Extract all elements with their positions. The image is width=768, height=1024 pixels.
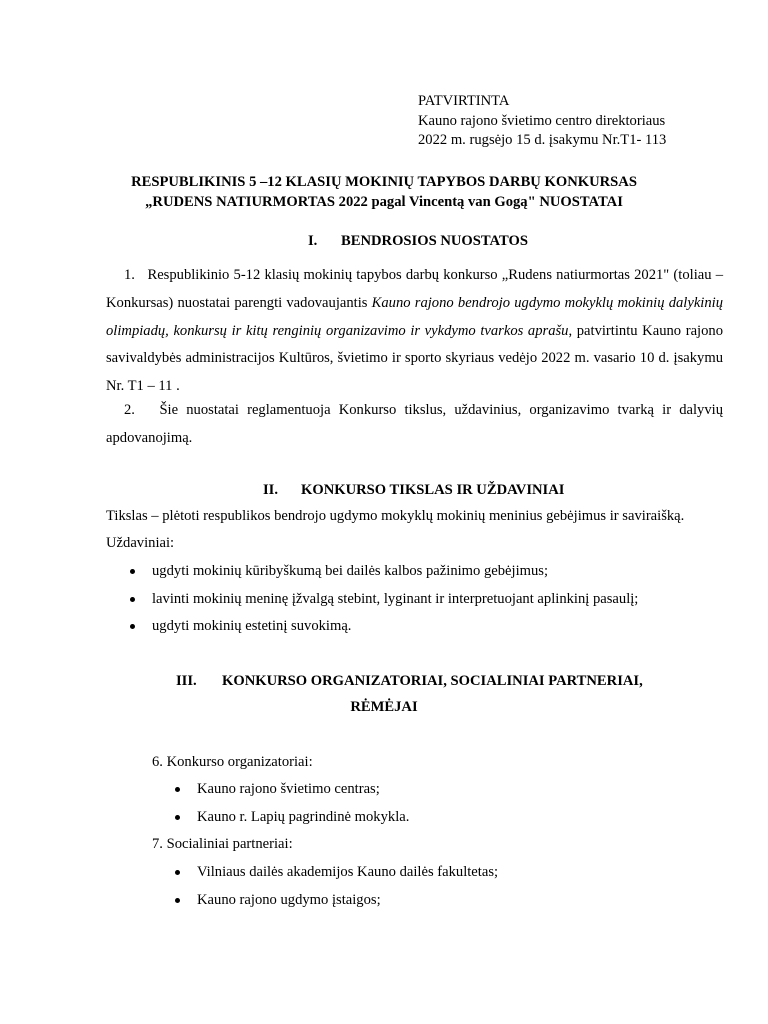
bullet-icon bbox=[175, 870, 180, 875]
task-text: lavinti mokinių meninę įžvalgą stebint, lyginant ir interpretuojant aplinkinį pasaulį; bbox=[152, 591, 639, 607]
item-1-text-italic: Kauno rajono bendrojo ugdymo mokyklų mokinių dalykinių olimpiadų, konkursų ir kitų renginių organizavimo ir vykdymo tvarkos aprašu bbox=[106, 294, 723, 339]
task-text: ugdyti mokinių kūribyškumą bei dailės kalbos pažinimo gebėjimus; bbox=[152, 563, 549, 579]
section-1-item-1 bbox=[106, 262, 723, 401]
section-2-number: II. bbox=[263, 482, 279, 498]
item-2-text: Šie nuostatai reglamentuoja Konkurso tikslus, uždavinius, organizavimo tvarką ir dalyvių apdovanojimą. bbox=[106, 402, 723, 446]
section-1-number: I. bbox=[308, 233, 318, 249]
item-1-number: 1. bbox=[124, 267, 135, 283]
bullet-icon bbox=[175, 787, 180, 792]
approval-block bbox=[418, 92, 666, 151]
section-3-title-line-1: KONKURSO ORGANIZATORIAI, SOCIALINIAI PARTNERIAI, bbox=[222, 673, 643, 689]
section-1-title: BENDROSIOS NUOSTATOS bbox=[341, 233, 528, 249]
approval-line-2: Kauno rajono švietimo centro direktoriaus bbox=[418, 112, 666, 129]
section-3-number: III. bbox=[176, 673, 197, 689]
task-text: ugdyti mokinių estetinį suvokimą. bbox=[152, 618, 352, 634]
partner-text: Vilniaus dailės akademijos Kauno dailės fakultetas; bbox=[197, 864, 499, 880]
approval-line-3: 2022 m. rugsėjo 15 d. įsakymu Nr.T1- 113 bbox=[418, 132, 667, 148]
approval-line-1: PATVIRTINTA bbox=[418, 93, 510, 109]
tasks-label: Uždaviniai: bbox=[106, 535, 175, 551]
bullet-icon bbox=[130, 597, 135, 602]
organizer-text: Kauno r. Lapių pagrindinė mokykla. bbox=[197, 809, 410, 825]
section-1-item-2 bbox=[106, 397, 723, 453]
bullet-icon bbox=[175, 898, 180, 903]
bullet-icon bbox=[175, 815, 180, 820]
organizers-label: 6. Konkurso organizatoriai: bbox=[152, 754, 313, 770]
title-line-1: RESPUBLIKINIS 5 –12 KLASIŲ MOKINIŲ TAPYBOS DARBŲ KONKURSAS bbox=[131, 174, 637, 190]
item-1-text-a: Respublikinio 5-12 klasių mokinių tapybos darbų konkurso „Rudens natiurmortas 2021" (toliau – Konkursas) nuostatai parengti vadovaujantis bbox=[106, 267, 723, 311]
partner-text: Kauno rajono ugdymo įstaigos; bbox=[197, 892, 381, 908]
title-line-2: „RUDENS NATIURMORTAS 2022 pagal Vincentą van Gogą" NUOSTATAI bbox=[145, 193, 623, 210]
bullet-icon bbox=[130, 569, 135, 574]
goal-text: Tikslas – plėtoti respublikos bendrojo ugdymo mokyklų mokinių meninius gebėjimus ir saviraišką. bbox=[106, 508, 685, 524]
section-2-title: KONKURSO TIKSLAS IR UŽDAVINIAI bbox=[301, 482, 565, 498]
organizer-text: Kauno rajono švietimo centras; bbox=[197, 781, 380, 797]
item-1-text-b: , patvirtintu Kauno rajono savivaldybės administracijos Kultūros, švietimo ir sporto skyriaus vedėjo 2022 m. vasario 10 d. įsakymu Nr. T1 – 11 . bbox=[106, 322, 723, 395]
bullet-icon bbox=[130, 624, 135, 629]
item-2-number: 2. bbox=[124, 402, 135, 418]
document-title bbox=[0, 173, 768, 212]
partners-label: 7. Socialiniai partneriai: bbox=[152, 836, 293, 852]
section-3-title-line-2: RĖMĖJAI bbox=[350, 699, 418, 715]
